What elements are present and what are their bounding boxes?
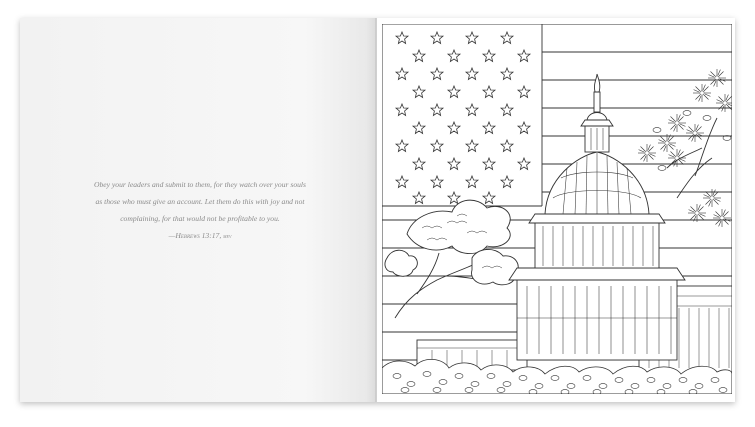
reference-dash: —	[168, 231, 176, 240]
flag-stars	[396, 32, 530, 204]
blossom-tree	[638, 69, 734, 227]
verse-line-3: complaining, for that would not be profitable to you.	[120, 214, 280, 223]
verse-line-2: as those who must give an account. Let them do this with joy and not	[95, 197, 305, 206]
left-tree	[385, 200, 518, 318]
capitol-dome	[509, 74, 685, 360]
left-page	[20, 18, 377, 402]
open-book	[20, 18, 735, 402]
verse-reference	[60, 227, 340, 246]
line-art	[382, 24, 735, 394]
scripture-verse	[60, 176, 340, 246]
capitol-building-with-flag-and-trees-icon	[377, 18, 735, 402]
reference-version: mev	[223, 234, 232, 240]
verse-line-1: Obey your leaders and submit to them, for they watch over your souls	[94, 180, 306, 189]
right-page	[377, 18, 735, 402]
reference-book: Hebrews 13:17,	[175, 231, 222, 240]
